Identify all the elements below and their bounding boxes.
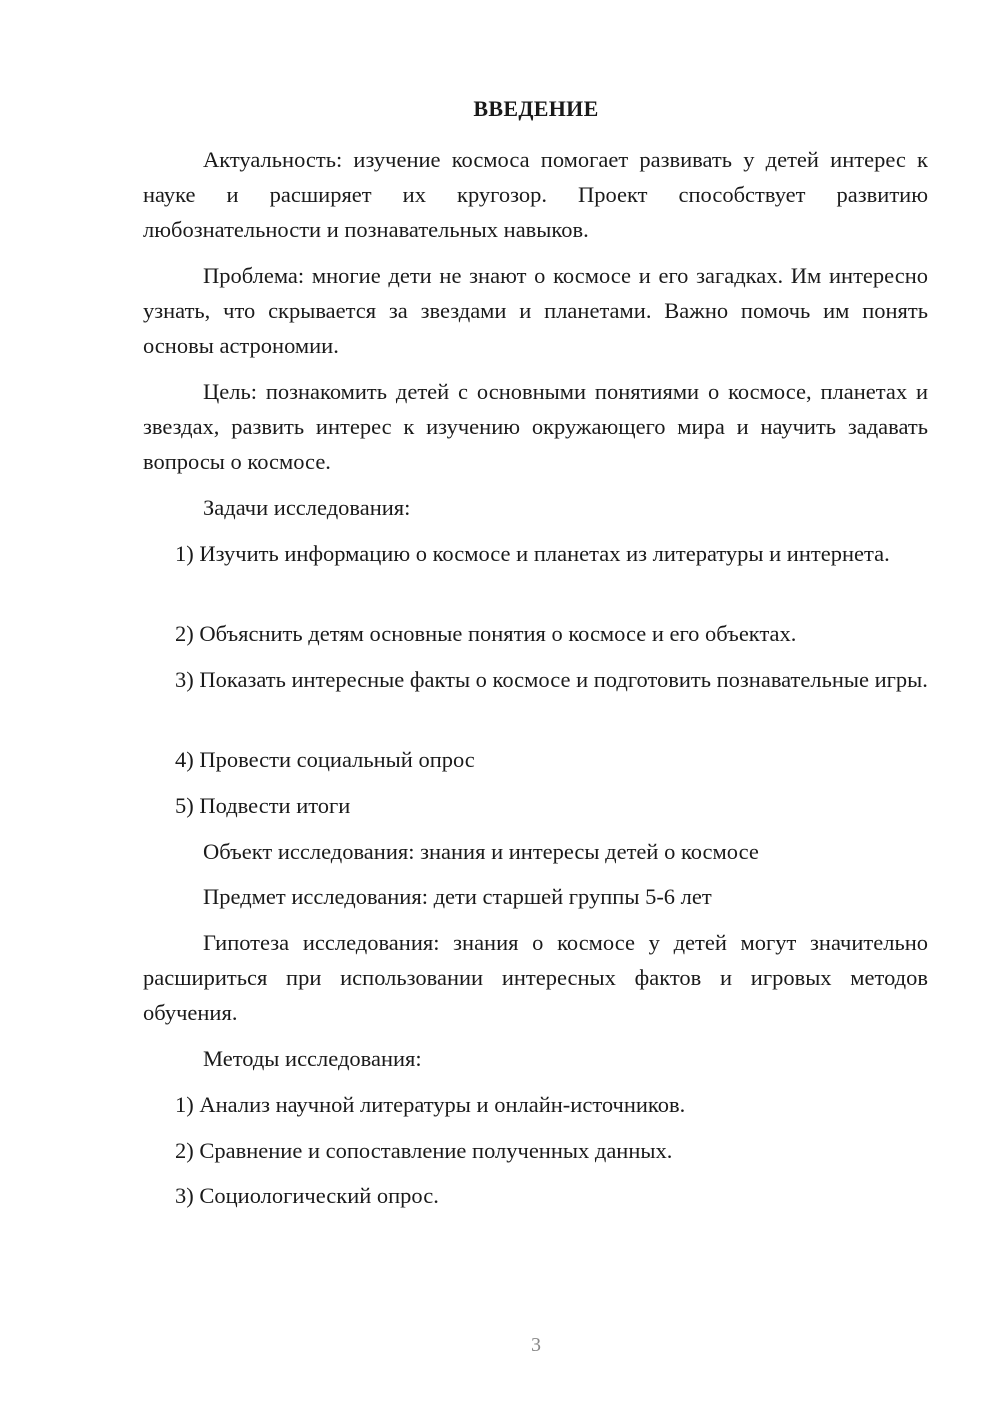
subject-section bbox=[143, 879, 928, 914]
task-item-3-section bbox=[143, 662, 928, 697]
task-item-5: 5) Подвести итоги bbox=[175, 793, 351, 818]
page-number: 3 bbox=[531, 1334, 541, 1356]
relevance-paragraph: Актуальность: изучение космоса помогает развивать у детей интерес к науке и расширяет их кругозор. Проект способствует развитию любознательности и познавательных навыков. bbox=[143, 147, 928, 242]
object-section bbox=[143, 834, 928, 869]
task-item-3: 3) Показать интересные факты о космосе и подготовить познавательные игры. bbox=[175, 667, 928, 692]
problem-section bbox=[143, 258, 928, 363]
methods-heading-section bbox=[143, 1041, 928, 1076]
methods-heading: Методы исследования: bbox=[203, 1046, 422, 1071]
task-item-2: 2) Объяснить детям основные понятия о космосе и его объектах. bbox=[175, 621, 797, 646]
task-item-5-section bbox=[143, 788, 928, 823]
task-item-1: 1) Изучить информацию о космосе и планетах из литературы и интернета. bbox=[175, 541, 890, 566]
method-item-2: 2) Сравнение и сопоставление полученных данных. bbox=[175, 1138, 673, 1163]
tasks-heading: Задачи исследования: bbox=[203, 495, 411, 520]
method-item-3-section bbox=[143, 1178, 928, 1213]
goal-paragraph: Цель: познакомить детей с основными понятиями о космосе, планетах и звездах, развить интерес к изучению окружающего мира и научить задавать вопросы о космосе. bbox=[143, 379, 928, 474]
relevance-section bbox=[143, 142, 928, 247]
hypothesis-paragraph: Гипотеза исследования: знания о космосе у детей могут значительно расшириться при использовании интересных фактов и игровых методов обучения. bbox=[143, 930, 928, 1025]
problem-paragraph: Проблема: многие дети не знают о космосе и его загадках. Им интересно узнать, что скрывается за звездами и планетами. Важно помочь им понять основы астрономии. bbox=[143, 263, 928, 358]
tasks-heading-section bbox=[143, 490, 928, 525]
task-item-1-section bbox=[143, 536, 928, 571]
task-item-4: 4) Провести социальный опрос bbox=[175, 747, 475, 772]
method-item-1-section bbox=[143, 1087, 928, 1122]
page-title: ВВЕДЕНИЕ bbox=[473, 96, 599, 121]
goal-section bbox=[143, 374, 928, 479]
subject-paragraph: Предмет исследования: дети старшей группы 5-6 лет bbox=[203, 884, 712, 909]
method-item-2-section bbox=[143, 1133, 928, 1168]
object-paragraph: Объект исследования: знания и интересы детей о космосе bbox=[203, 839, 759, 864]
hypothesis-section bbox=[143, 925, 928, 1030]
task-item-2-section bbox=[143, 616, 928, 651]
method-item-3: 3) Социологический опрос. bbox=[175, 1183, 439, 1208]
task-item-4-section bbox=[143, 742, 928, 777]
method-item-1: 1) Анализ научной литературы и онлайн-источников. bbox=[175, 1092, 686, 1117]
